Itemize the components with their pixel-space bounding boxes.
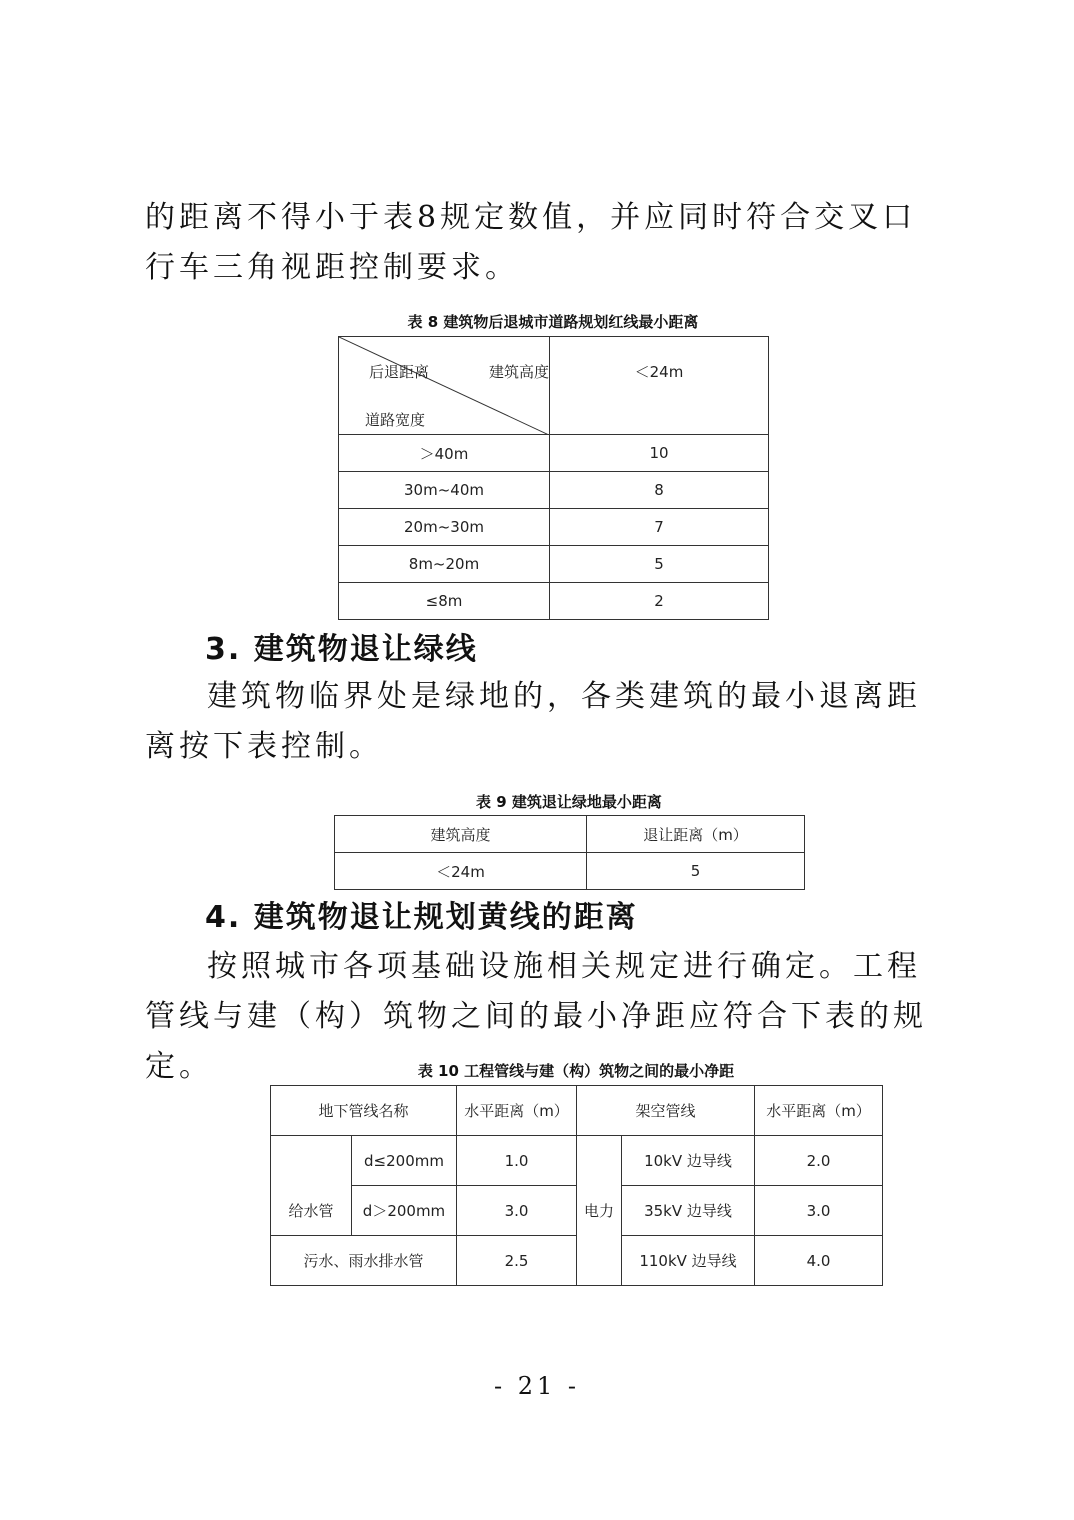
kv35-value: 3.0 bbox=[755, 1186, 883, 1236]
table9-header-height: 建筑高度 bbox=[335, 816, 587, 853]
setback-value-cell: 7 bbox=[550, 509, 769, 546]
table8 bbox=[338, 336, 769, 620]
table8-height-header: ＜24m bbox=[550, 337, 769, 435]
road-width-cell: ≤8m bbox=[339, 583, 550, 620]
diameter-small-cell: d≤200mm bbox=[352, 1136, 457, 1186]
setback-value-cell: 10 bbox=[550, 435, 769, 472]
road-width-cell: 30m~40m bbox=[339, 472, 550, 509]
table10-caption: 表 10 工程管线与建（构）筑物之间的最小净距 bbox=[417, 1062, 735, 1080]
setback-value-cell: 8 bbox=[550, 472, 769, 509]
intro-paragraph: 的距离不得小于表8规定数值，并应同时符合交叉口行车三角视距控制要求。 bbox=[145, 200, 917, 285]
table-row bbox=[339, 472, 769, 509]
table10-header-overhead: 架空管线 bbox=[577, 1086, 755, 1136]
section4-heading: 4. 建筑物退让规划黄线的距离 bbox=[205, 900, 638, 935]
header-road-width-label: 道路宽度 bbox=[365, 411, 426, 429]
table10-header-distance-1: 水平距离（m） bbox=[457, 1086, 577, 1136]
road-width-cell: 20m~30m bbox=[339, 509, 550, 546]
table9 bbox=[334, 815, 805, 890]
table-row bbox=[339, 546, 769, 583]
table10 bbox=[270, 1085, 883, 1286]
table-row bbox=[271, 1136, 883, 1186]
table10-header-underground: 地下管线名称 bbox=[271, 1086, 457, 1136]
header-building-height-label: 建筑高度 bbox=[489, 363, 550, 381]
sewage-cell: 污水、雨水排水管 bbox=[271, 1236, 457, 1286]
road-width-cell: ＞40m bbox=[339, 435, 550, 472]
diameter-large-cell: d＞200mm bbox=[352, 1186, 457, 1236]
table8-caption: 表 8 建筑物后退城市道路规划红线最小距离 bbox=[407, 313, 699, 331]
kv110-value: 4.0 bbox=[755, 1236, 883, 1286]
section3-paragraph: 建筑物临界处是绿地的，各类建筑的最小退离距离按下表控制。 bbox=[145, 679, 921, 764]
diameter-large-value: 3.0 bbox=[457, 1186, 577, 1236]
sewage-value: 2.5 bbox=[457, 1236, 577, 1286]
section4-paragraph: 按照城市各项基础设施相关规定进行确定。工程管线与建（构）筑物之间的最小净距应符合下表的规定。 bbox=[145, 949, 927, 1084]
table-row bbox=[339, 509, 769, 546]
setback-value-cell: 2 bbox=[550, 583, 769, 620]
table-row bbox=[335, 853, 805, 890]
setback-value-cell: 5 bbox=[550, 546, 769, 583]
kv10-value: 2.0 bbox=[755, 1136, 883, 1186]
section3-heading: 3. 建筑物退让绿线 bbox=[205, 632, 478, 667]
table9-setback-cell: 5 bbox=[587, 853, 805, 890]
kv10-cell: 10kV 边导线 bbox=[622, 1136, 755, 1186]
table-row bbox=[339, 583, 769, 620]
water-pipe-cell: 给水管 bbox=[271, 1136, 352, 1236]
table9-height-cell: ＜24m bbox=[335, 853, 587, 890]
header-setback-label: 后退距离 bbox=[369, 363, 430, 381]
table10-header-distance-2: 水平距离（m） bbox=[755, 1086, 883, 1136]
table-row bbox=[339, 435, 769, 472]
table8-diagonal-header bbox=[339, 337, 550, 435]
table9-caption: 表 9 建筑退让绿地最小距离 bbox=[476, 793, 662, 811]
road-width-cell: 8m~20m bbox=[339, 546, 550, 583]
diameter-small-value: 1.0 bbox=[457, 1136, 577, 1186]
kv110-cell: 110kV 边导线 bbox=[622, 1236, 755, 1286]
power-cell: 电力 bbox=[577, 1136, 622, 1286]
page-number: - 21 - bbox=[493, 1372, 580, 1400]
table9-header-setback: 退让距离（m） bbox=[587, 816, 805, 853]
kv35-cell: 35kV 边导线 bbox=[622, 1186, 755, 1236]
